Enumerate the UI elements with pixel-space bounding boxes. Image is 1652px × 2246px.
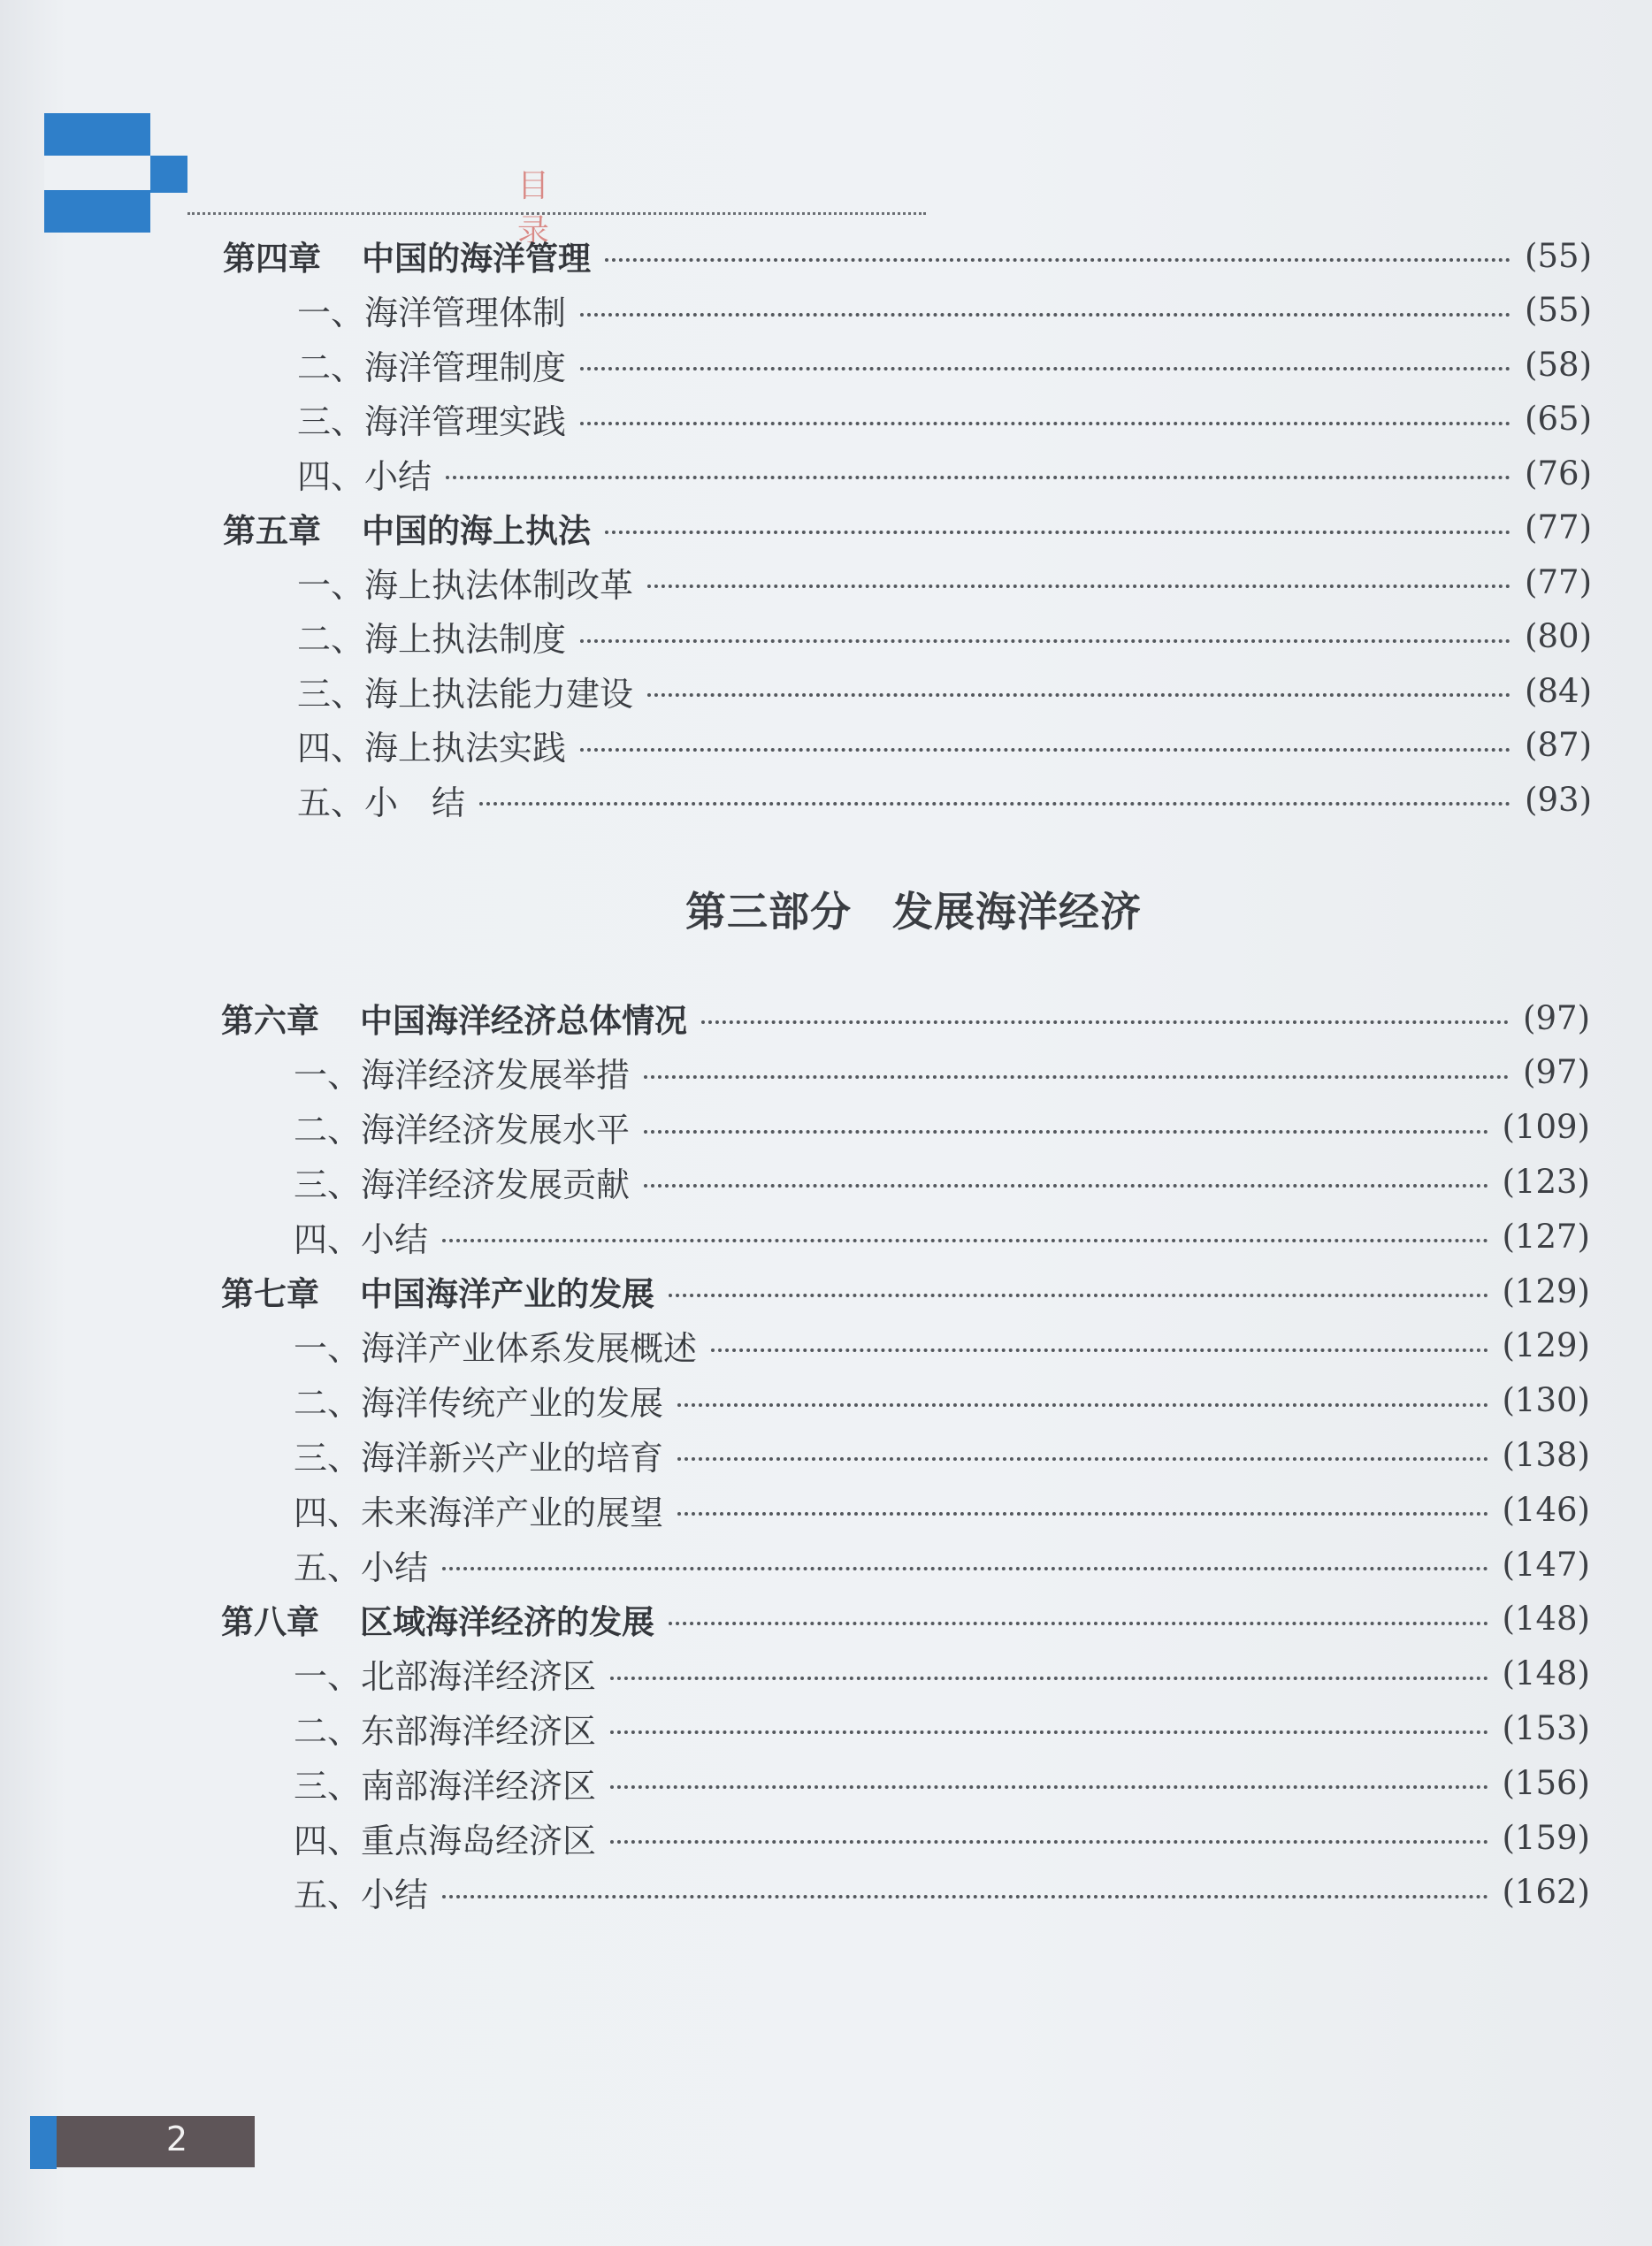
toc-page-number: (55) — [1525, 236, 1592, 275]
toc-entry-label — [221, 994, 687, 1042]
toc-item-row — [297, 447, 1592, 499]
toc-item-row — [294, 1484, 1590, 1535]
dot-leader — [605, 258, 1511, 262]
toc-item-row — [294, 1211, 1590, 1262]
toc-item-row — [294, 1648, 1590, 1700]
toc-item-row — [294, 1812, 1590, 1863]
dot-leader — [669, 1294, 1488, 1297]
chapter-title: 中国的海洋管理 — [362, 240, 591, 278]
toc-entry-label: 二、海上执法制度 — [297, 620, 567, 659]
toc-page-number: (109) — [1502, 1108, 1590, 1147]
toc-page-number: (129) — [1502, 1326, 1590, 1365]
toc-entry-label: 一、海洋经济发展举措 — [294, 1056, 631, 1096]
dot-leader — [580, 367, 1511, 371]
toc-entry-label: 二、海洋管理制度 — [297, 348, 567, 387]
toc-entry-label — [221, 1595, 654, 1643]
footer-accent-bar — [30, 2116, 57, 2169]
toc-chapter-row — [223, 502, 1592, 554]
toc-page-number: (130) — [1502, 1381, 1590, 1420]
toc-entry-label: 四、未来海洋产业的展望 — [294, 1493, 664, 1532]
toc-chapter-row — [221, 1265, 1590, 1317]
toc-entry-label: 四、重点海岛经济区 — [294, 1821, 597, 1860]
dot-leader — [610, 1840, 1488, 1844]
dot-leader — [446, 476, 1511, 479]
toc-item-row — [297, 720, 1592, 771]
toc-page-number: (123) — [1502, 1162, 1590, 1201]
dot-leader — [580, 422, 1511, 425]
toc-page-number: (80) — [1525, 617, 1592, 655]
dot-leader — [677, 1512, 1488, 1516]
toc-entry-label — [223, 232, 591, 279]
dot-leader — [610, 1785, 1488, 1789]
dot-leader — [605, 531, 1511, 534]
toc-chapter-row — [221, 1593, 1590, 1645]
dot-leader — [442, 1895, 1488, 1898]
chapter-title: 中国海洋产业的发展 — [360, 1275, 654, 1313]
toc-item-row — [294, 1320, 1590, 1371]
toc-item-row — [297, 611, 1592, 662]
toc-page-number: (55) — [1525, 291, 1592, 329]
toc-entry-label — [221, 1267, 654, 1315]
toc-page-number: (147) — [1502, 1545, 1590, 1584]
chapter-number: 第八章 — [221, 1602, 319, 1641]
dot-leader — [610, 1677, 1488, 1680]
dot-leader — [580, 313, 1511, 317]
toc-entry-label: 四、海上执法实践 — [297, 729, 567, 768]
toc-chapter-row — [223, 230, 1592, 281]
toc-page-number: (58) — [1525, 345, 1592, 384]
dot-leader — [711, 1348, 1488, 1352]
toc-item-row — [294, 1156, 1590, 1207]
toc-item-row — [297, 285, 1592, 336]
dot-leader — [644, 1075, 1509, 1079]
toc-page-number: (97) — [1523, 998, 1590, 1037]
toc-item-row — [294, 1047, 1590, 1098]
chapter-title: 区域海洋经济的发展 — [360, 1602, 654, 1641]
toc-entry-label: 三、海洋管理实践 — [297, 402, 567, 441]
page-number: 2 — [165, 2120, 188, 2158]
chapter-number: 第四章 — [223, 240, 321, 278]
toc-page-number: (65) — [1525, 400, 1592, 438]
toc-item-row — [294, 1702, 1590, 1753]
toc-page-number: (84) — [1525, 671, 1592, 710]
toc-entry-label: 三、海上执法能力建设 — [297, 674, 634, 714]
chapter-title: 中国的海上执法 — [362, 511, 591, 550]
dot-leader — [647, 693, 1511, 697]
dot-leader — [580, 639, 1511, 643]
header-decoration-block — [44, 190, 150, 233]
dot-leader — [580, 748, 1511, 752]
toc-entry-label — [223, 504, 591, 552]
toc-entry-label: 一、海上执法体制改革 — [297, 565, 634, 605]
dot-leader — [701, 1020, 1509, 1024]
toc-item-row — [297, 556, 1592, 607]
toc-page-number: (97) — [1523, 1053, 1590, 1092]
toc-entry-label: 一、海洋产业体系发展概述 — [294, 1329, 698, 1369]
toc-page-number: (162) — [1502, 1873, 1590, 1912]
chapter-number: 第七章 — [221, 1275, 319, 1313]
toc-item-row — [297, 774, 1592, 825]
toc-entry-label: 五、小结 — [294, 1547, 429, 1587]
toc-item-row — [294, 1375, 1590, 1426]
header-decoration-gap — [44, 156, 150, 190]
toc-page-number: (77) — [1525, 508, 1592, 546]
toc-entry-label: 一、海洋管理体制 — [297, 294, 567, 332]
toc-page-number: (148) — [1502, 1600, 1590, 1639]
toc-page-number: (93) — [1525, 780, 1592, 819]
chapter-number: 第五章 — [223, 511, 321, 550]
dot-leader — [644, 1184, 1488, 1188]
toc-page-number: (146) — [1502, 1490, 1590, 1529]
dot-leader — [442, 1239, 1488, 1242]
toc-page-number: (148) — [1502, 1654, 1590, 1693]
chapter-number: 第六章 — [221, 1002, 319, 1040]
toc-item-row — [294, 1539, 1590, 1590]
toc-entry-label: 五、小 结 — [297, 783, 466, 822]
dot-leader — [610, 1730, 1488, 1734]
toc-chapter-row — [221, 992, 1590, 1043]
toc-item-row — [294, 1867, 1590, 1918]
toc-page-number: (87) — [1525, 726, 1592, 764]
header-decoration-block — [150, 156, 187, 193]
toc-entry-label: 四、小结 — [297, 456, 432, 496]
header-decoration-block — [44, 113, 150, 156]
toc-entry-label: 二、海洋经济发展水平 — [294, 1111, 631, 1150]
toc-item-row — [294, 1429, 1590, 1480]
toc-page-number: (138) — [1502, 1435, 1590, 1474]
toc-entry-label: 二、海洋传统产业的发展 — [294, 1384, 664, 1424]
toc-page-number: (77) — [1525, 562, 1592, 601]
header-dotted-rule — [187, 212, 926, 215]
chapter-title: 中国海洋经济总体情况 — [360, 1002, 687, 1040]
dot-leader — [442, 1567, 1488, 1570]
dot-leader — [677, 1457, 1488, 1461]
toc-entry-label: 五、小结 — [294, 1875, 429, 1915]
toc-item-row — [297, 339, 1592, 390]
toc-item-row — [297, 393, 1592, 445]
toc-page-number: (156) — [1502, 1763, 1590, 1802]
toc-entry-label: 四、小结 — [294, 1219, 429, 1259]
toc-page-number: (129) — [1502, 1272, 1590, 1310]
toc-page-number: (159) — [1502, 1818, 1590, 1857]
dot-leader — [647, 584, 1511, 588]
toc-item-row — [294, 1102, 1590, 1153]
part-heading — [685, 880, 1142, 938]
dot-leader — [677, 1403, 1488, 1407]
part-title: 发展海洋经济 — [892, 888, 1142, 936]
part-label: 第三部分 — [685, 888, 852, 936]
toc-item-row — [294, 1757, 1590, 1808]
toc-entry-label: 三、海洋经济发展贡献 — [294, 1165, 631, 1204]
toc-entry-label: 三、海洋新兴产业的培育 — [294, 1438, 664, 1478]
toc-page-number: (153) — [1502, 1708, 1590, 1747]
dot-leader — [479, 802, 1511, 806]
toc-page-number: (76) — [1525, 454, 1592, 493]
dot-leader — [669, 1622, 1488, 1625]
toc-entry-label: 二、东部海洋经济区 — [294, 1711, 597, 1751]
header-title: 目 录 — [517, 168, 562, 249]
toc-entry-label: 一、北部海洋经济区 — [294, 1657, 597, 1697]
toc-entry-label: 三、南部海洋经济区 — [294, 1766, 597, 1806]
toc-item-row — [297, 665, 1592, 716]
toc-page-number: (127) — [1502, 1217, 1590, 1256]
dot-leader — [644, 1130, 1488, 1134]
